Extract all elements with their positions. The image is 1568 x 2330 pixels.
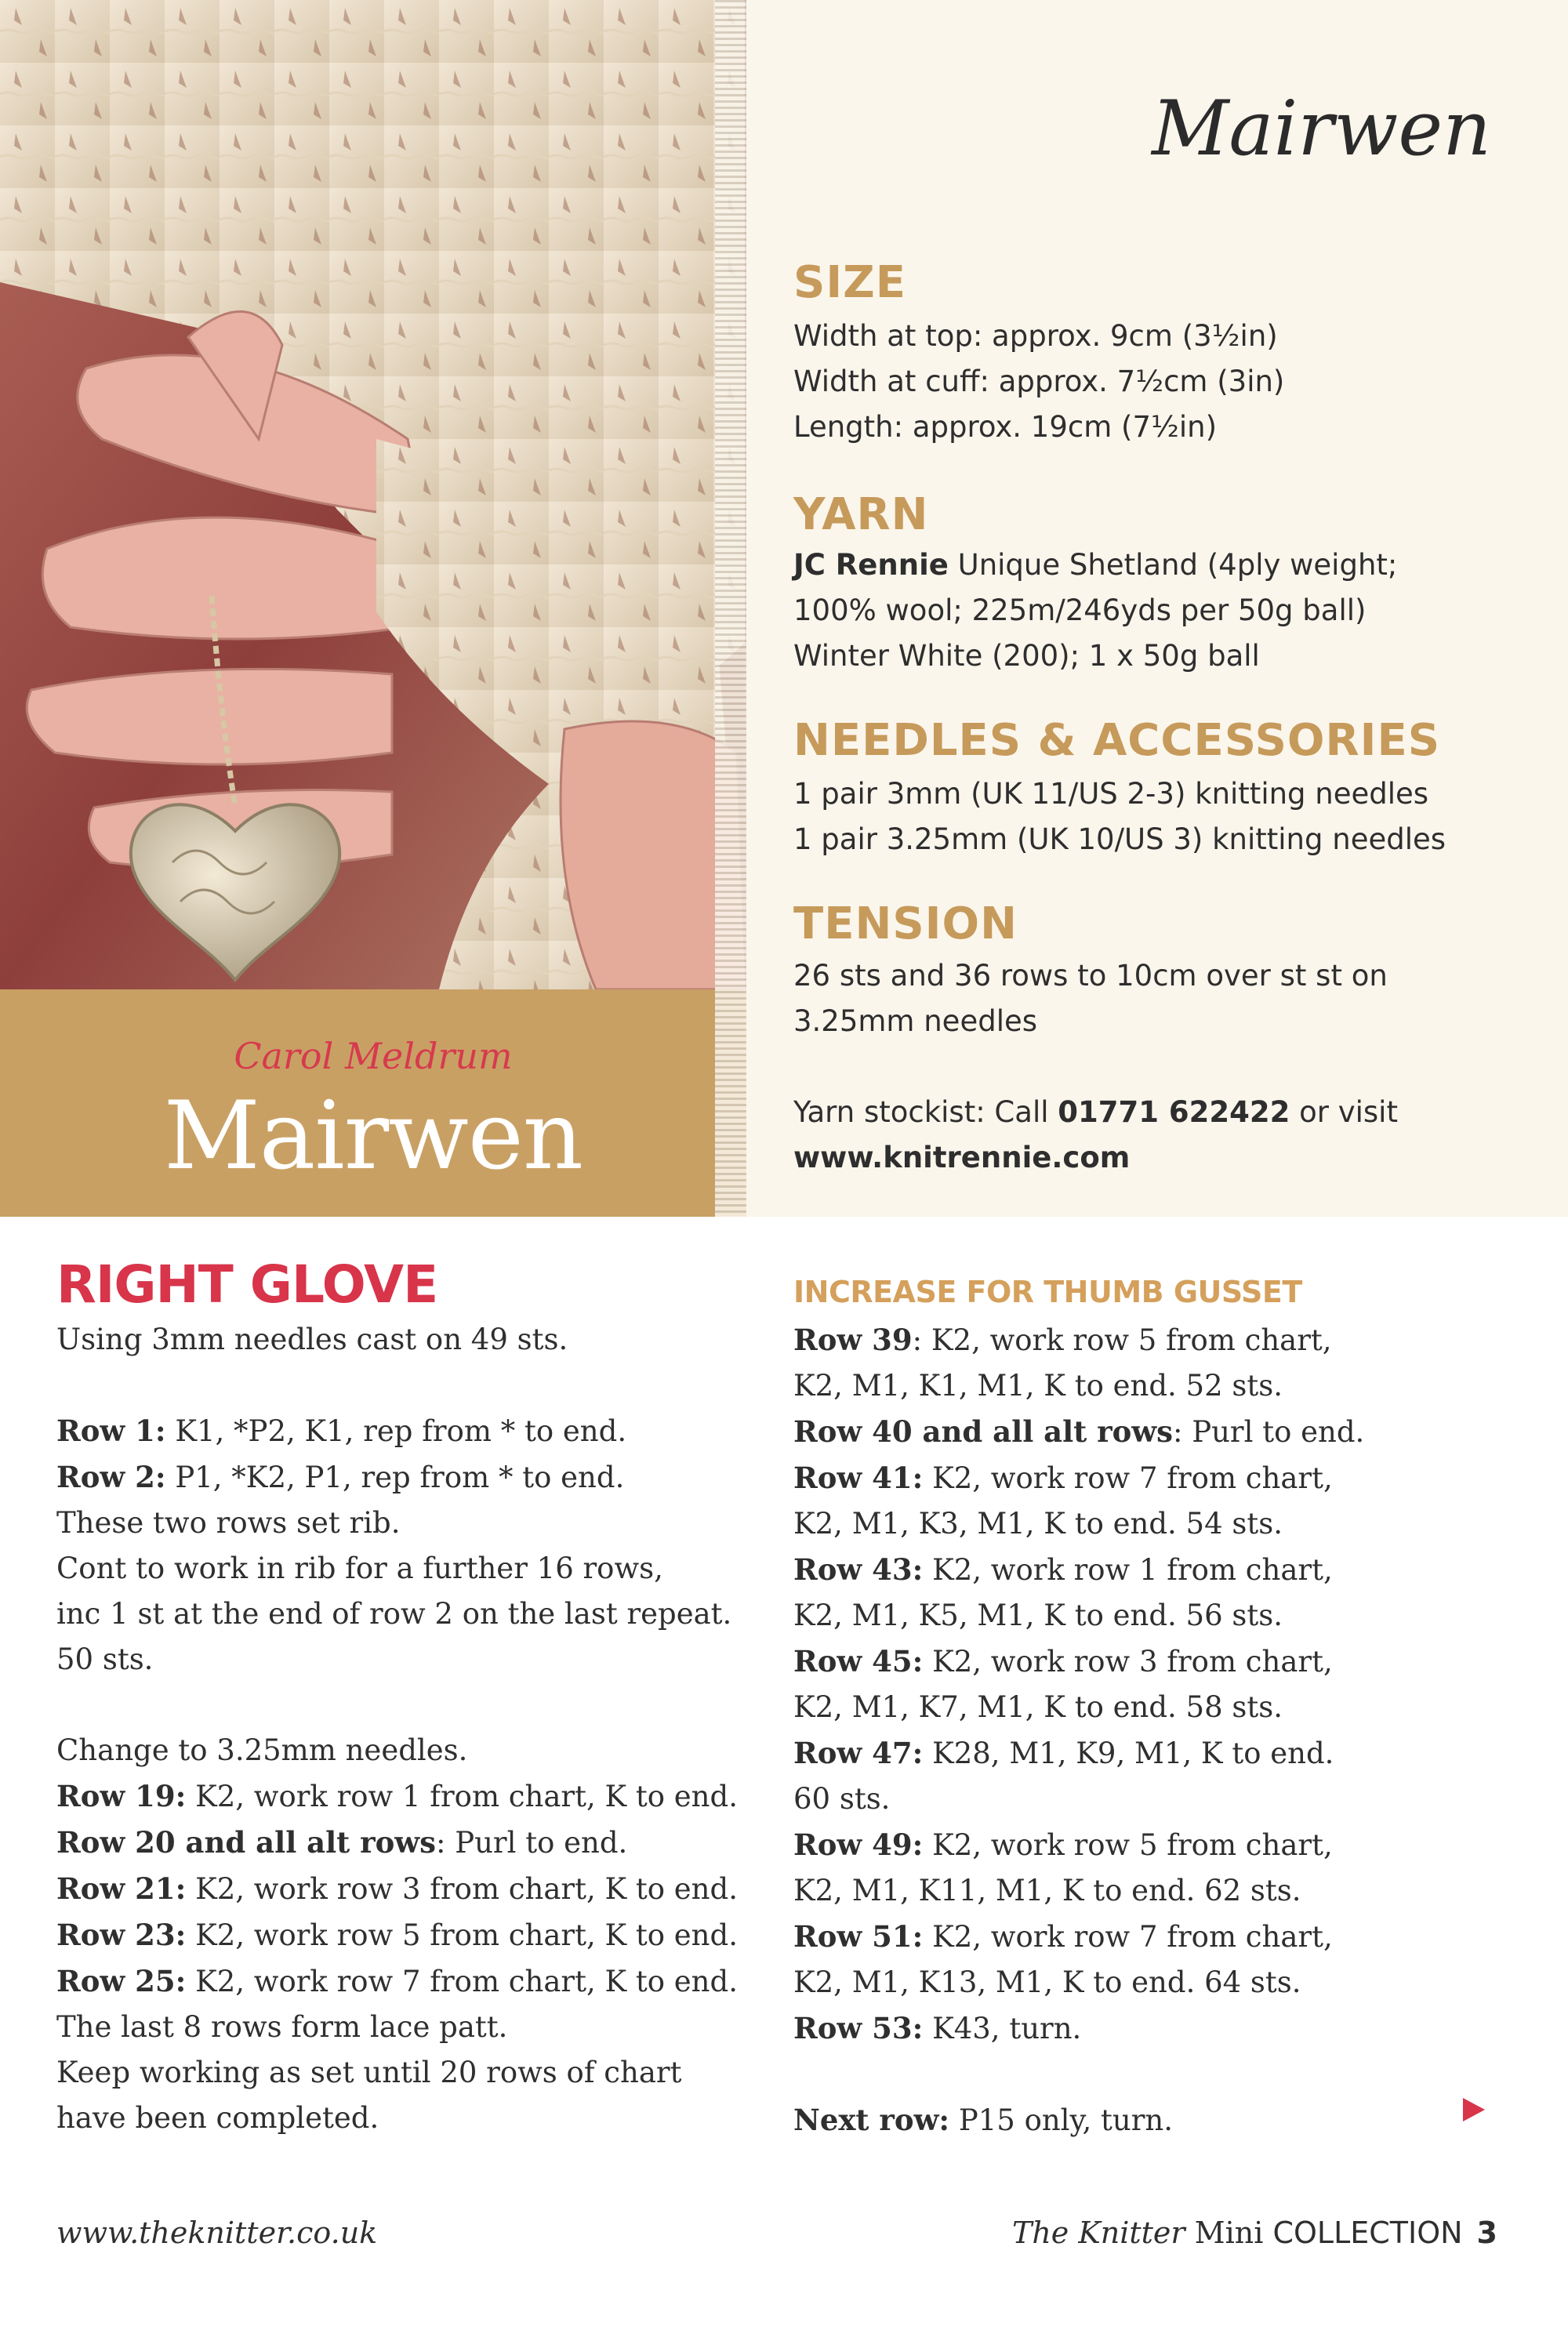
row-text: K1, *P2, K1, rep from * to end. bbox=[165, 1414, 627, 1448]
row-label: Row 53: bbox=[793, 2011, 924, 2045]
size-line: Width at top: approx. 9cm (3½in) bbox=[793, 319, 1278, 353]
row-cont: K2, M1, K5, M1, K to end. 56 sts. bbox=[793, 1599, 1283, 1632]
row-text: : K2, work row 5 from chart, bbox=[912, 1323, 1332, 1357]
size-line: Width at cuff: approx. 7½cm (3in) bbox=[793, 365, 1285, 398]
row-text: K43, turn. bbox=[923, 2012, 1082, 2045]
row-label: Row 40 and all alt rows bbox=[793, 1414, 1173, 1449]
row-cont: 60 sts. bbox=[793, 1782, 891, 1816]
row-cont: K2, M1, K13, M1, K to end. 64 sts. bbox=[793, 1965, 1301, 1999]
stockist-middle: or visit bbox=[1290, 1095, 1398, 1129]
row-label: Row 47: bbox=[793, 1736, 924, 1770]
card-title: Mairwen bbox=[163, 1082, 583, 1191]
row-label: Next row: bbox=[793, 2103, 950, 2137]
stockist bbox=[793, 1090, 1398, 1181]
row-label: Row 39 bbox=[793, 1323, 913, 1357]
row-cont: K2, M1, K11, M1, K to end. 62 sts. bbox=[793, 1874, 1301, 1907]
zigzag-edge bbox=[715, 0, 746, 1217]
row-text: K2, work row 7 from chart, K to end. bbox=[186, 1965, 738, 1998]
page-number: 3 bbox=[1476, 2216, 1497, 2250]
row-label: Row 23: bbox=[56, 1918, 187, 1952]
cont-line: Cont to work in rib for a further 16 rows, bbox=[56, 1552, 663, 1585]
row-label: Row 21: bbox=[56, 1871, 187, 1906]
row-text: K2, work row 3 from chart, bbox=[923, 1645, 1333, 1679]
row-cont: K2, M1, K7, M1, K to end. 58 sts. bbox=[793, 1690, 1283, 1724]
collection-label: COLLECTION bbox=[1272, 2216, 1463, 2250]
lace-note: Keep working as set until 20 rows of chart bbox=[56, 2056, 682, 2089]
tension-line: 26 sts and 36 rows to 10cm over st st on bbox=[793, 959, 1388, 993]
cast-on: Using 3mm needles cast on 49 sts. bbox=[56, 1323, 568, 1356]
yarn-line-2: 100% wool; 225m/246yds per 50g ball) bbox=[793, 593, 1367, 627]
row-text: : Purl to end. bbox=[435, 1826, 628, 1860]
row-label: Row 51: bbox=[793, 1919, 924, 1954]
mini-label: Mini bbox=[1185, 2216, 1273, 2250]
footer-publication bbox=[1012, 2216, 1497, 2250]
row-label: Row 45: bbox=[793, 1644, 924, 1679]
row-text: P15 only, turn. bbox=[949, 2103, 1174, 2137]
row-text: P1, *K2, P1, rep from * to end. bbox=[165, 1461, 625, 1494]
tension-body bbox=[793, 953, 1388, 1044]
lace-note: have been completed. bbox=[56, 2101, 379, 2135]
row-text: K2, work row 5 from chart, K to end. bbox=[186, 1918, 738, 1952]
row-text: : Purl to end. bbox=[1172, 1415, 1365, 1449]
page-title: Mairwen bbox=[1152, 85, 1491, 172]
row-label: Row 43: bbox=[793, 1552, 924, 1587]
yarn-heading: YARN bbox=[793, 489, 929, 540]
change-needles: Change to 3.25mm needles. bbox=[56, 1733, 468, 1767]
size-line: Length: approx. 19cm (7½in) bbox=[793, 410, 1218, 444]
continue-arrow-icon bbox=[1463, 2098, 1485, 2121]
gusset-heading: INCREASE FOR THUMB GUSSET bbox=[793, 1275, 1302, 1309]
size-heading: SIZE bbox=[793, 257, 907, 308]
row-label: Row 1: bbox=[56, 1414, 166, 1448]
needles-heading: NEEDLES & ACCESSORIES bbox=[793, 715, 1441, 766]
stockist-url[interactable]: www.knitrennie.com bbox=[793, 1141, 1131, 1174]
row-label: Row 2: bbox=[56, 1460, 166, 1494]
right-glove-heading: RIGHT GLOVE bbox=[56, 1254, 438, 1315]
stockist-prefix: Yarn stockist: Call bbox=[793, 1095, 1058, 1129]
title-card bbox=[0, 989, 746, 1217]
row-text: K2, work row 7 from chart, bbox=[923, 1920, 1333, 1954]
row-text: K28, M1, K9, M1, K to end. bbox=[923, 1737, 1334, 1770]
needles-line: 1 pair 3mm (UK 11/US 2-3) knitting needles bbox=[793, 777, 1429, 811]
yarn-body bbox=[793, 543, 1397, 679]
row-label: Row 49: bbox=[793, 1827, 924, 1862]
cont-line: 50 sts. bbox=[56, 1642, 154, 1676]
right-glove-instructions bbox=[56, 1317, 746, 2141]
row-label: Row 25: bbox=[56, 1964, 187, 1998]
tension-line: 3.25mm needles bbox=[793, 1004, 1038, 1038]
row-text: K2, work row 7 from chart, bbox=[923, 1461, 1333, 1495]
footer-url[interactable]: www.theknitter.co.uk bbox=[56, 2216, 378, 2250]
glove-photo bbox=[0, 0, 746, 989]
cont-line: inc 1 st at the end of row 2 on the last repeat. bbox=[56, 1597, 732, 1631]
lace-note: The last 8 rows form lace patt. bbox=[56, 2010, 508, 2044]
magazine-name: The Knitter bbox=[1011, 2216, 1185, 2250]
needles-line: 1 pair 3.25mm (UK 10/US 3) knitting needles bbox=[793, 822, 1446, 856]
gusset-instructions bbox=[793, 1317, 1523, 2143]
stockist-phone: 01771 622422 bbox=[1058, 1095, 1290, 1129]
row-label: Row 19: bbox=[56, 1779, 187, 1813]
pattern-info bbox=[793, 0, 1538, 1217]
row-label: Row 20 and all alt rows bbox=[56, 1825, 436, 1860]
designer-name: Carol Meldrum bbox=[234, 1035, 513, 1077]
size-body bbox=[793, 314, 1284, 450]
row-cont: K2, M1, K1, M1, K to end. 52 sts. bbox=[793, 1369, 1283, 1403]
yarn-brand: JC Rennie bbox=[793, 548, 949, 582]
yarn-line-1: Unique Shetland (4ply weight; bbox=[948, 548, 1398, 582]
row-text: K2, work row 1 from chart, bbox=[923, 1553, 1333, 1587]
row-text: K2, work row 1 from chart, K to end. bbox=[186, 1780, 738, 1813]
needles-body bbox=[793, 771, 1446, 862]
rib-note: These two rows set rib. bbox=[56, 1506, 401, 1540]
row-text: K2, work row 5 from chart, bbox=[923, 1828, 1333, 1862]
yarn-line-3: Winter White (200); 1 x 50g ball bbox=[793, 639, 1260, 673]
tension-heading: TENSION bbox=[793, 898, 1018, 949]
row-text: K2, work row 3 from chart, K to end. bbox=[186, 1872, 738, 1906]
row-label: Row 41: bbox=[793, 1461, 924, 1495]
row-cont: K2, M1, K3, M1, K to end. 54 sts. bbox=[793, 1507, 1283, 1541]
